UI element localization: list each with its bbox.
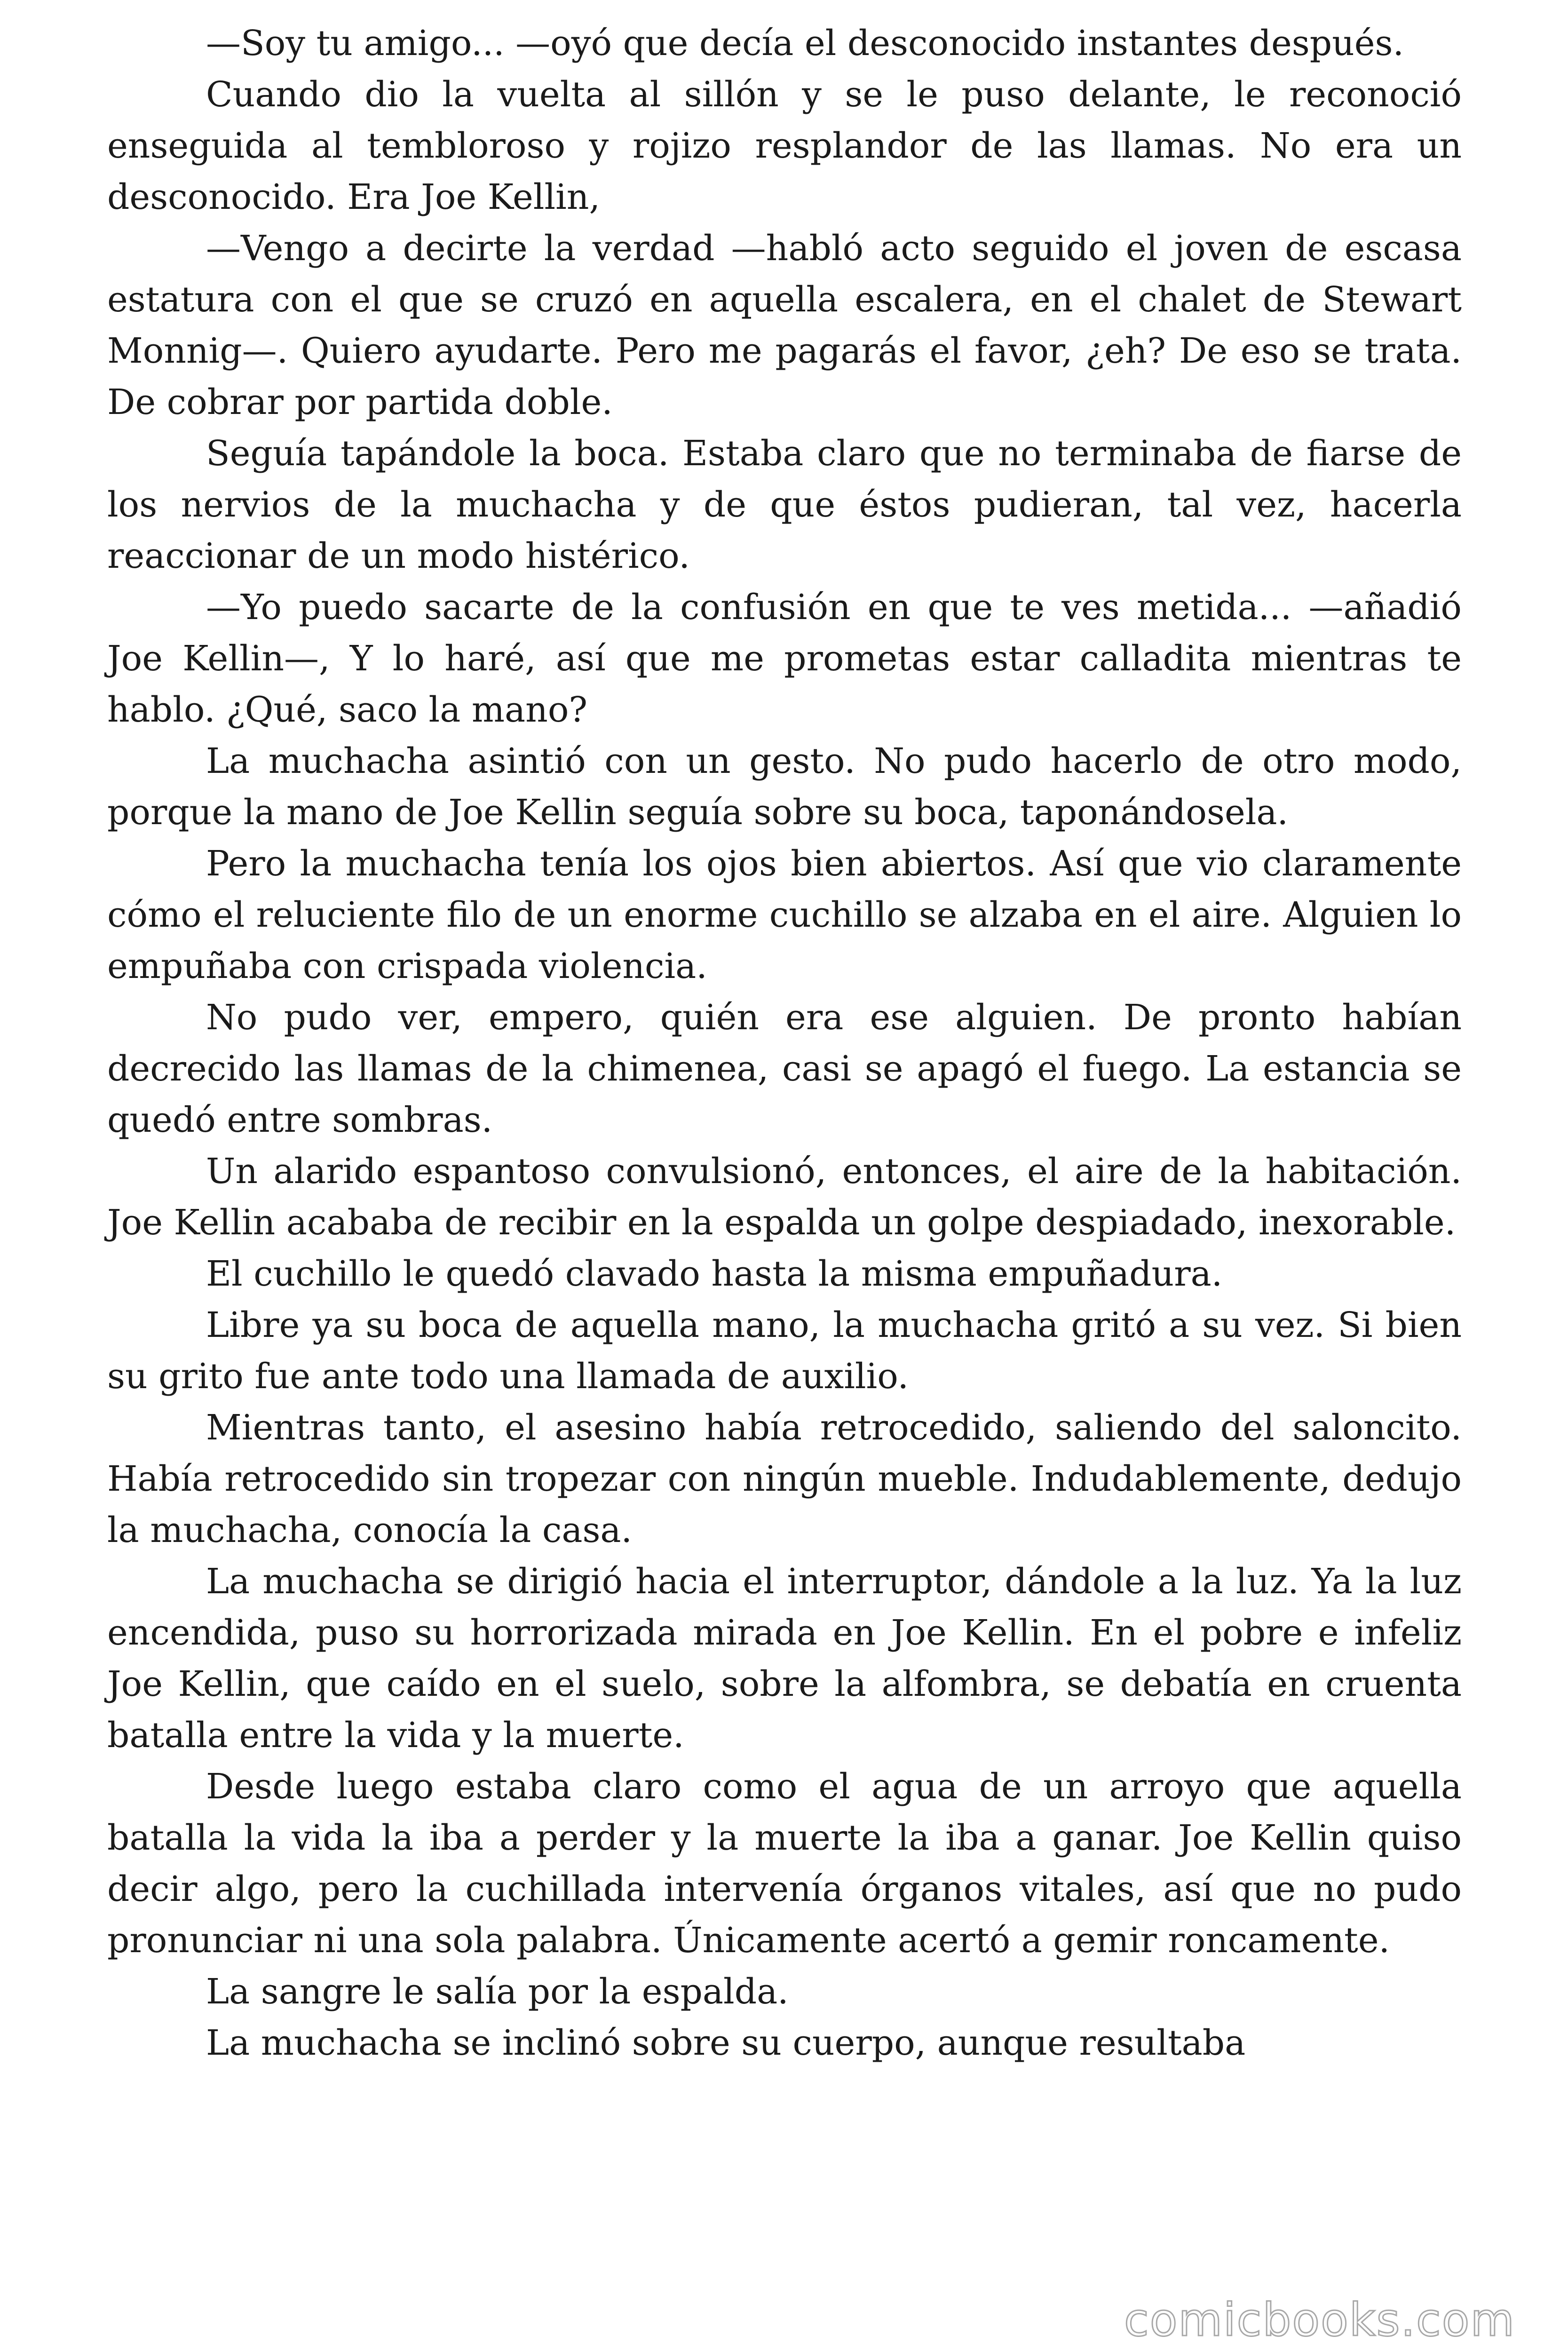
paragraph-3: —Vengo a decirte la verdad —habló acto seguido el joven de escasa estatura con el que se cruzó en aquella escalera, en el chalet de Stewart Monnig—. Quiero ayudarte. Pero me pagarás el favor, ¿eh? De eso se trata. De cobrar por partida doble. xyxy=(107,228,1462,422)
paragraph-6: La muchacha asintió con un gesto. No pudo hacerlo de otro modo, porque la mano de Joe Kellin seguía sobre su boca, taponándosela. xyxy=(107,741,1462,833)
paragraph-9: Un alarido espantoso convulsionó, entonces, el aire de la habitación. Joe Kellin acababa de recibir en la espalda un golpe despiadado, inexorable. xyxy=(107,1151,1462,1243)
paragraph-1: —Soy tu amigo... —oyó que decía el desconocido instantes después. xyxy=(206,23,1404,64)
paragraph-12: Mientras tanto, el asesino había retrocedido, saliendo del saloncito. Había retrocedido sin tropezar con ningún mueble. Indudablemente, dedujo la muchacha, conocía la casa. xyxy=(107,1407,1462,1550)
paragraph-7: Pero la muchacha tenía los ojos bien abiertos. Así que vio claramente cómo el reluciente filo de un enorme cuchillo se alzaba en el aire. Alguien lo empuñaba con crispada violencia. xyxy=(107,843,1462,986)
paragraph-5: —Yo puedo sacarte de la confusión en que te ves metida... —añadió Joe Kellin—, Y lo haré, así que me prometas estar calladita mientras te hablo. ¿Qué, saco la mano? xyxy=(107,587,1462,730)
paragraph-10: El cuchillo le quedó clavado hasta la misma empuñadura. xyxy=(206,1254,1223,1294)
paragraph-11: Libre ya su boca de aquella mano, la muchacha gritó a su vez. Si bien su grito fue ante todo una llamada de auxilio. xyxy=(107,1305,1462,1397)
paragraph-13: La muchacha se dirigió hacia el interruptor, dándole a la luz. Ya la luz encendida, puso su horrorizada mirada en Joe Kellin. En el pobre e infeliz Joe Kellin, que caído en el suelo, sobre la alfombra, se debatía en cruenta batalla entre la vida y la muerte. xyxy=(107,1561,1462,1756)
paragraph-14: Desde luego estaba claro como el agua de un arroyo que aquella batalla la vida la iba a perder y la muerte la iba a ganar. Joe Kellin quiso decir algo, pero la cuchillada intervenía órganos vitales, así que no pudo pronunciar ni una sola palabra. Únicamente acertó a gemir roncamente. xyxy=(107,1766,1462,1961)
paragraph-4: Seguía tapándole la boca. Estaba claro que no terminaba de fiarse de los nervios de la muchacha y de que éstos pudieran, tal vez, hacerla reaccionar de un modo histérico. xyxy=(107,433,1462,576)
paragraph-15: La sangre le salía por la espalda. xyxy=(206,1971,789,2012)
paragraph-16: La muchacha se inclinó sobre su cuerpo, aunque resultaba xyxy=(206,2023,1246,2063)
paragraph-8: No pudo ver, empero, quién era ese alguien. De pronto habían decrecido las llamas de la chimenea, casi se apagó el fuego. La estancia se quedó entre sombras. xyxy=(107,997,1462,1140)
page-text xyxy=(107,18,1462,2069)
watermark-logo: comicbooks.com xyxy=(1124,2294,1515,2346)
paragraph-2: Cuando dio la vuelta al sillón y se le puso delante, le reconoció enseguida al tembloroso y rojizo resplandor de las llamas. No era un desconocido. Era Joe Kellin, xyxy=(107,74,1462,217)
